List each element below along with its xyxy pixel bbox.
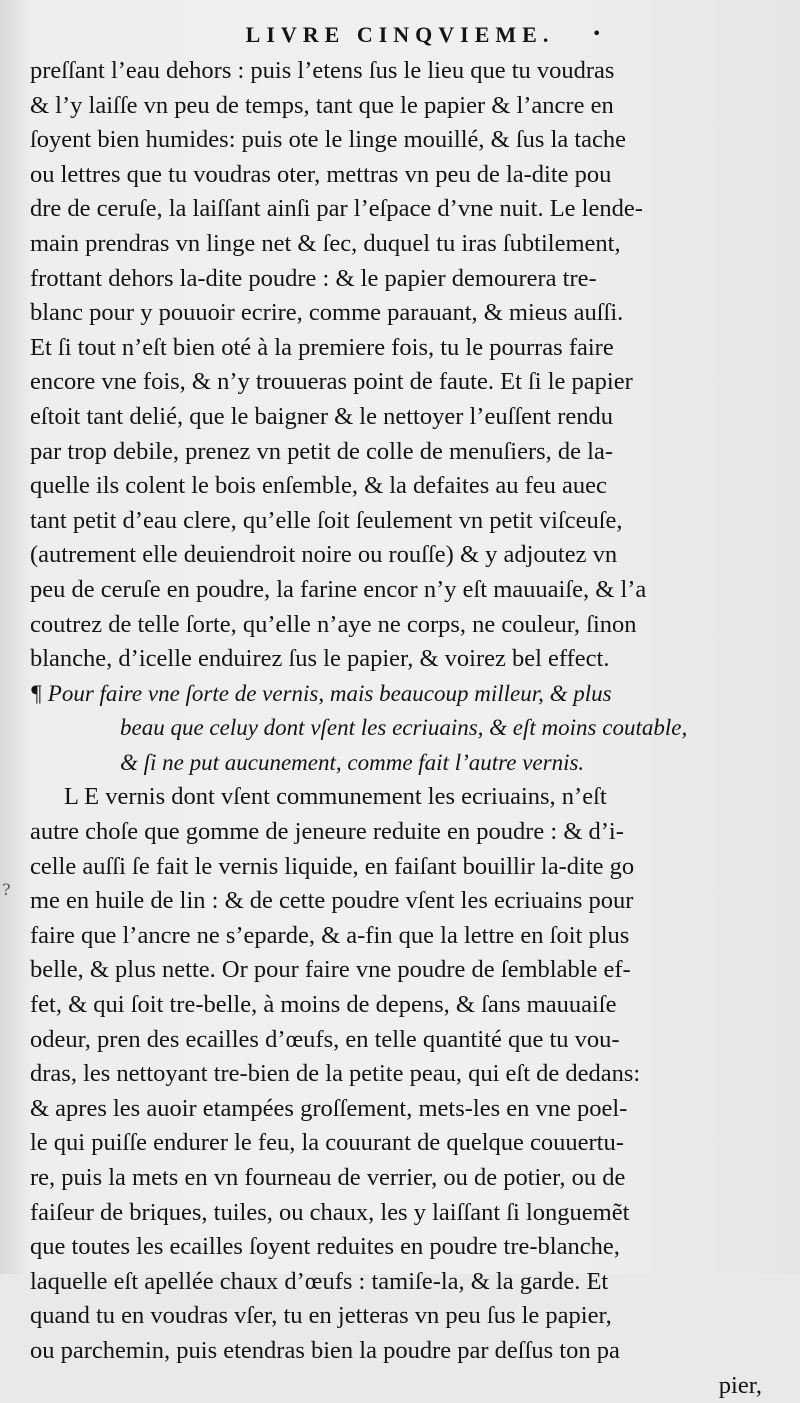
- text-line: belle, & plus nette. Or pour faire vne poudre de ſemblable ef-: [30, 956, 631, 984]
- text-line: ou parchemin, puis etendras bien la poudre par deſſus ton pa: [30, 1336, 620, 1364]
- text-line: faiſeur de briques, tuiles, ou chaux, les y laiſſant ſi longuemẽt: [30, 1198, 630, 1226]
- section-heading-line: beau que celuy dont vſent les ecriuains, & eſt moins coutable,: [120, 715, 688, 741]
- text-line: peu de ceruſe en poudre, la farine encor n’y eſt mauuaiſe, & l’a: [30, 575, 647, 603]
- text-line: le qui puiſſe endurer le feu, la couurant de quelque couuertu-: [30, 1129, 624, 1157]
- text-line: dras, les nettoyant tre-bien de la petite peau, qui eſt de dedans:: [30, 1060, 641, 1088]
- text-line: odeur, pren des ecailles d’œufs, en telle quantité que tu vou-: [30, 1025, 620, 1053]
- text-line: que toutes les ecailles ſoyent reduites en poudre tre-blanche,: [30, 1233, 620, 1261]
- text-line: eſtoit tant delié, que le baigner & le nettoyer l’euſſent rendu: [30, 402, 614, 430]
- body-text: [30, 54, 770, 1403]
- text-line: blanche, d’icelle enduirez ſus le papier, & voirez bel effect.: [30, 645, 610, 673]
- text-line: encore vne fois, & n’y trouueras point de faute. Et ſi le papier: [30, 368, 633, 396]
- text-line: quelle ils colent le bois enſemble, & la defaites au feu auec: [30, 472, 607, 500]
- text-line: laquelle eſt apellée chaux d’œufs : tamiſe-la, & la garde. Et: [30, 1267, 609, 1295]
- text-line: Et ſi tout n’eſt bien oté à la premiere fois, tu le pourras faire: [30, 333, 614, 361]
- text-line: dre de ceruſe, la laiſſant ainſi par l’eſpace d’vne nuit. Le lende-: [30, 195, 643, 223]
- text-line: ſoyent bien humides: puis ote le linge mouillé, & ſus la tache: [30, 126, 627, 154]
- printer-mark: •: [592, 24, 602, 43]
- text-line: re, puis la mets en vn fourneau de verrier, ou de potier, ou de: [30, 1164, 626, 1191]
- text-line: par trop debile, prenez vn petit de colle de menuſiers, de la-: [30, 437, 613, 465]
- text-line: blanc pour y pouuoir ecrire, comme parauant, & mieus auſſi.: [30, 299, 624, 327]
- text-line: L E vernis dont vſent communement les ecriuains, n’eſt: [64, 783, 607, 811]
- section-heading-line: ¶ Pour faire vne ſorte de vernis, mais beaucoup milleur, & plus: [30, 680, 612, 706]
- text-line: autre choſe que gomme de jeneure reduite en poudre : & d’i-: [30, 818, 624, 846]
- text-line: tant petit d’eau clere, qu’elle ſoit ſeulement vn petit viſceuſe,: [30, 506, 623, 534]
- text-line: celle auſſi ſe fait le vernis liquide, en faiſant bouillir la-dite go: [30, 852, 635, 880]
- text-line: frottant dehors la-dite poudre : & le papier demourera tre-: [30, 264, 597, 292]
- text-line: & l’y laiſſe vn peu de temps, tant que le papier & l’ancre en: [30, 91, 614, 119]
- text-line: faire que l’ancre ne s’eparde, & a-fin que la lettre en ſoit plus: [30, 921, 630, 949]
- margin-mark: ?: [2, 880, 11, 899]
- text-line: main prendras vn linge net & ſec, duquel tu iras ſubtilement,: [30, 229, 621, 257]
- catchword: pier,: [718, 1371, 762, 1399]
- text-line: coutrez de telle ſorte, qu’elle n’aye ne corps, ne couleur, ſinon: [30, 610, 637, 638]
- text-line: & apres les auoir etampées groſſement, mets-les en vne poel-: [30, 1094, 628, 1122]
- text-line: me en huile de lin : & de cette poudre vſent les ecriuains pour: [30, 887, 634, 915]
- text-line: ou lettres que tu voudras oter, mettras vn peu de la-dite pou: [30, 160, 612, 188]
- text-line: (autrement elle deuiendroit noire ou rouſſe) & y adjoutez vn: [30, 541, 618, 569]
- text-line: fet, & qui ſoit tre-belle, à moins de depens, & ſans mauuaiſe: [30, 991, 617, 1019]
- running-head: LIVRE CINQVIEME.: [245, 22, 555, 47]
- text-line: preſſant l’eau dehors : puis l’etens ſus le lieu que tu voudras: [30, 57, 615, 84]
- section-heading-line: & ſi ne put aucunement, comme fait l’autre vernis.: [120, 749, 585, 775]
- text-line: quand tu en voudras vſer, tu en jetteras vn peu ſus le papier,: [30, 1302, 612, 1330]
